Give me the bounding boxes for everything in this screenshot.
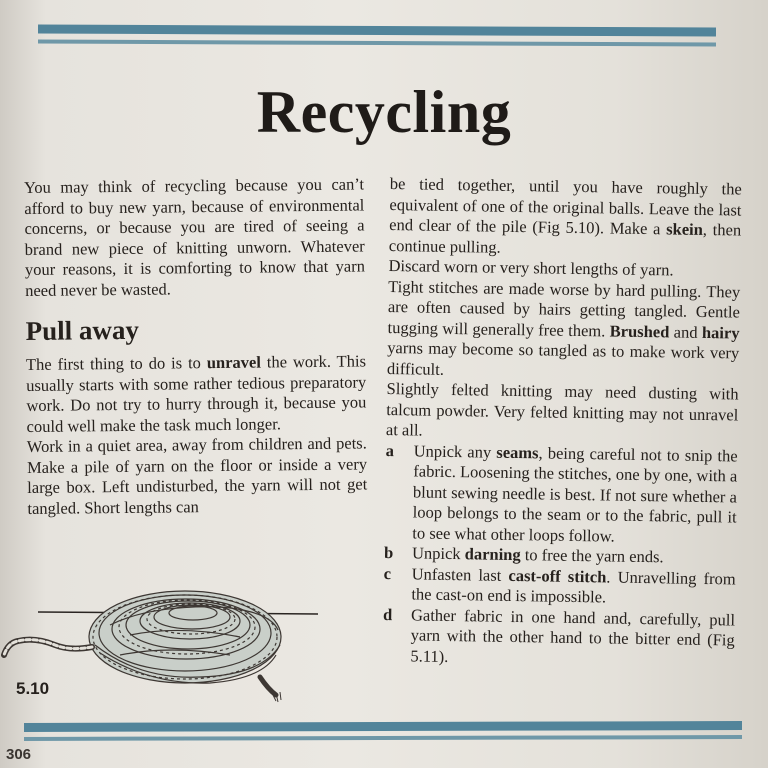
list-marker: a: [385, 440, 395, 460]
right-paragraph-4: Slightly felted knitting may need dusting with talcum powder. Very felted knitting may not unravel at all.: [385, 378, 739, 440]
left-paragraph-2: Work in a quiet area, away from children and pets. Make a pile of yarn on the floor or inside a very large box. Left undisturbed, the yarn will not get tangled. Short lengths can: [26, 433, 368, 518]
page-title: Recycling: [256, 79, 512, 145]
left-column: [24, 174, 368, 519]
list-marker: c: [383, 563, 392, 583]
bold-term: Brushed: [609, 320, 670, 341]
figure-label: 5.10: [16, 679, 50, 698]
right-paragraph-2: Discard worn or very short lengths of yarn.: [388, 255, 674, 280]
bold-term: skein: [666, 219, 704, 239]
text-run: and: [669, 321, 703, 342]
text-run: to free the yarn ends.: [520, 545, 664, 567]
bottom-rule-thick: [24, 721, 742, 732]
list-item: [383, 563, 736, 610]
bold-term: darning: [464, 544, 521, 565]
list-marker: b: [383, 542, 394, 563]
bold-term: cast-off stitch: [508, 565, 607, 586]
intro-paragraph: You may think of recycling because you can’t afford to buy new yarn, because of environmental concerns, or because you are tired of seeing a brand new piece of knitting unworn. Whatever your reasons, it is comforting to know that yarn need never be wasted.: [24, 174, 366, 300]
bold-term: unravel: [206, 352, 262, 373]
text-run: yarns may become so tangled as to make work very difficult.: [386, 337, 740, 379]
section-heading: Pull away: [25, 314, 140, 346]
text-run: , being careful not to snip the fabric. Loosening the stitches, one by one, with a blunt sewing needle is best. If not sure whether a loop belongs to the seam or to the fabric, pull it to see what other loops follow.: [412, 442, 738, 546]
bottom-rule-thin: [24, 735, 742, 741]
top-rule-thick: [38, 25, 716, 37]
list-marker: d: [382, 604, 393, 624]
page-number: 306: [6, 746, 32, 763]
left-paragraph-1: [26, 351, 367, 437]
text-run: the work. This usually starts with some rather tedious preparatory work. Do not try to hurry through it, because you could well make the task much longer.: [26, 351, 367, 436]
list-item: [384, 440, 738, 548]
text-run: be tied together, until you have roughly the equivalent of one of the original balls. Leave the last end clear of the pile (Fig 5.10). Make a: [389, 174, 742, 239]
text-run: Tight stitches are made worse by hard pulling. They are often caused by hairs getting tangled. Gentle tugging will generally free them.: [387, 276, 741, 340]
bold-term: seams: [496, 442, 539, 462]
bold-term: hairy: [701, 322, 740, 343]
right-paragraph-1: [389, 174, 742, 262]
text-run: , then continue pulling.: [388, 219, 742, 257]
right-paragraph-3: [387, 276, 741, 384]
text-run: Unpick: [411, 543, 465, 564]
top-rule-thin: [38, 40, 716, 47]
text-run: Unfasten last: [411, 563, 509, 585]
list-item: [382, 604, 735, 671]
right-column: [382, 174, 742, 671]
text-run: The first thing to do is to: [25, 353, 207, 374]
text-run: . Unravelling from the cast-on end is impossible.: [411, 566, 736, 607]
text-run: Gather fabric in one hand and, carefully, pull yarn with the other hand to the bitter end (Fig 5.11).: [410, 604, 736, 666]
text-run: Unpick any: [413, 440, 497, 462]
